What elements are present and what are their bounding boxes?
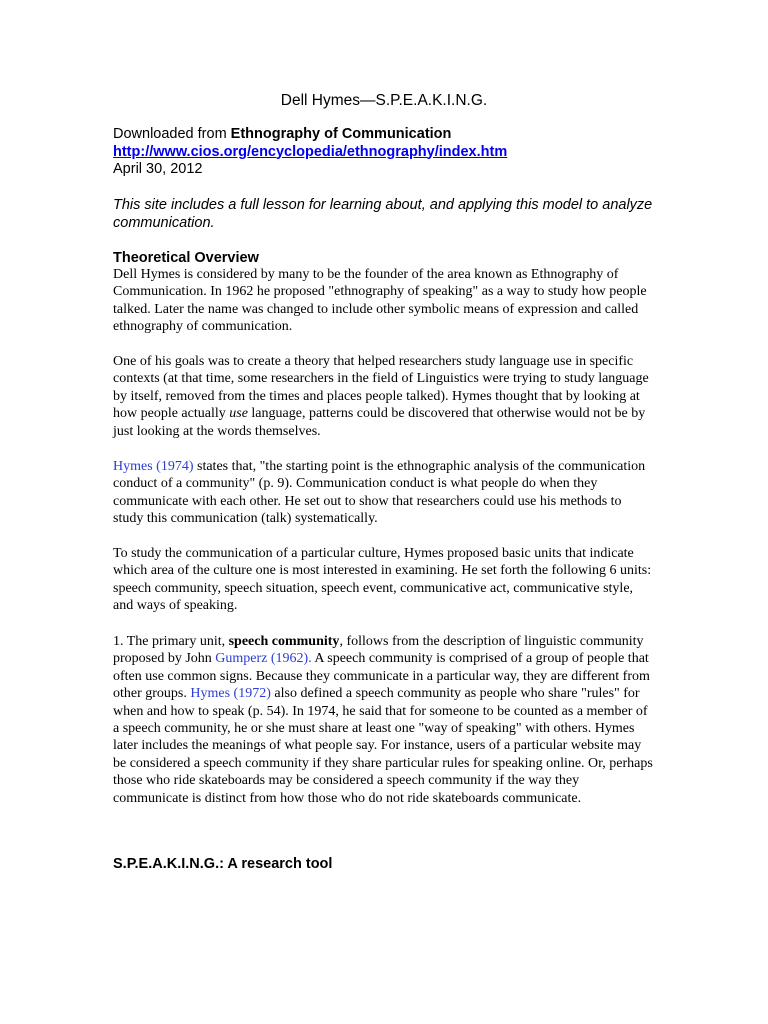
paragraph-2-text-a: One of his goals was to create a theory that helped researchers study language use in specific contexts (at that time, some researchers in the field of Linguistics were trying to study language by itself, removed from the times and places people talked). Hymes thought that by looking at how people actually [113,354,649,422]
citation-gumperz-1962[interactable]: Gumperz (1962). [215,651,312,667]
paragraph-2 [113,353,653,440]
paragraph-2-emphasis: use [229,406,248,422]
source-line [113,126,653,144]
speech-community-term: speech community [228,634,340,649]
source-name: Ethnography of Communication [230,126,452,142]
paragraph-1: Dell Hymes is considered by many to be the founder of the area known as Ethnography of Communication. In 1962 he proposed "ethnography of speaking" as a way to study how people talked. Later the name was changed to include other symbolic means of expression and called ethnography of communication. [113,267,647,335]
citation-hymes-1972[interactable]: Hymes (1972) [190,686,271,702]
paragraph-5-text-a: 1. The primary unit, [113,634,229,649]
citation-hymes-1974[interactable]: Hymes (1974) [113,459,194,474]
document-title: Dell Hymes—S.P.E.A.K.I.N.G. [280,92,488,109]
paragraph-3-text: states that, "the starting point is the ethnographic analysis of the communication conduct of a community" (p. 9). Communication conduct is what people do when they communicate with each other. He set out to show that researchers could use his methods to study this communication (talk) systematically. [113,459,646,527]
paragraph-3 [113,458,653,528]
paragraph-2-text-b: language, patterns could be discovered that otherwise would not be by just looking at the words themselves. [113,406,646,439]
paragraph-5-text-c: A speech community is comprised of a group of people that often use common signs. Because they communicate in a particular way, they are different from other groups. [113,651,650,702]
paragraph-5 [113,633,653,807]
source-url-link[interactable]: http://www.cios.org/encyclopedia/ethnography/index.htm [113,143,508,160]
source-info [113,126,653,179]
source-prefix: Downloaded from [113,126,231,142]
intro-note: This site includes a full lesson for learning about, and applying this model to analyze communication. [113,197,653,231]
paragraph-5-text-d: also defined a speech community as people who share "rules" for when and how to speak (p. 54). In 1974, he said that for someone to be counted as a member of a speech community, he or she must share at least one "way of speaking" with others. Hymes later includes the meanings of what people say. For instance, users of a particular website may be considered a speech community if they share particular rules for speaking online. Or, perhaps those who ride skateboards may be considered a speech community if the way they communicate is distinct from how those who do not ride skateboards communicate. [113,686,653,806]
paragraph-5-text-b: , follows from the description of linguistic community proposed by John [113,634,644,667]
paragraph-4: To study the communication of a particular culture, Hymes proposed basic units that indicate which area of the culture one is most interested in examining. He set forth the following 6 units: speech community, speech situation, speech event, communicative act, communicative style, and ways of speaking. [113,546,652,614]
research-tool-heading: S.P.E.A.K.I.N.G.: A research tool [113,856,333,872]
source-date: April 30, 2012 [113,161,203,177]
overview-heading: Theoretical Overview [113,250,259,266]
